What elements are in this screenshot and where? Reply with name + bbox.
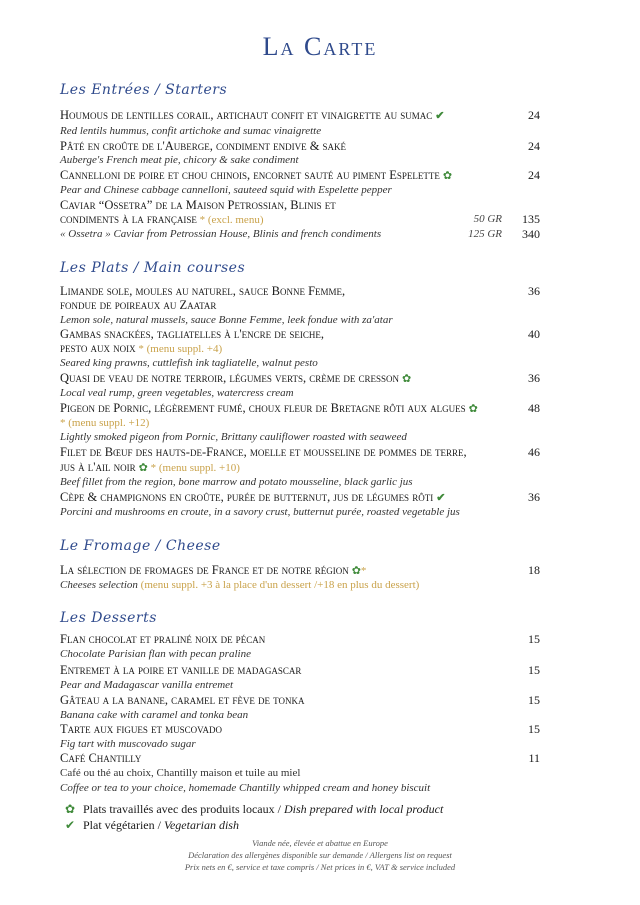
dish-description: Coffee or tea to your choice, homemade Chantilly whipped cream and honey biscuit bbox=[60, 782, 431, 794]
dish-description: Cheeses selection bbox=[60, 579, 138, 591]
dish-price: 36 bbox=[528, 284, 540, 298]
dish-description: Lemon sole, natural mussels, sauce Bonne Femme, leek fondue with za'atar bbox=[60, 314, 393, 326]
dish-price: 24 bbox=[528, 139, 540, 153]
section-heading-main-courses: Les Plats / Main courses bbox=[60, 260, 246, 276]
menu-item bbox=[60, 108, 590, 123]
legend-label-en: Vegetarian dish bbox=[163, 818, 239, 832]
menu-item bbox=[60, 578, 590, 592]
dish-weight: 50 GR bbox=[473, 213, 502, 225]
vegetarian-icon: ✔ bbox=[64, 818, 76, 832]
menu-item bbox=[60, 198, 590, 213]
menu-item bbox=[60, 298, 590, 313]
dish-price: 36 bbox=[528, 371, 540, 385]
menu-item bbox=[60, 445, 590, 460]
dish-name-cont: fondue de poireaux au Zaatar bbox=[60, 298, 217, 312]
legend-label: Plats travaillés avec des produits locaux / bbox=[83, 802, 281, 816]
dish-price: 340 bbox=[522, 227, 540, 241]
menu-note: * (excl. menu) bbox=[199, 214, 264, 226]
dish-name: Quasi de veau de notre terroir, légumes verts, crème de cresson bbox=[60, 371, 399, 385]
local-product-icon: ✿ bbox=[402, 373, 412, 385]
dish-weight: 125 GR bbox=[468, 228, 502, 240]
menu-item bbox=[60, 460, 590, 475]
dish-price: 135 bbox=[522, 212, 540, 226]
menu-note: * (menu suppl. +12) bbox=[60, 417, 150, 429]
dish-name: Houmous de lentilles corail, artichaut confit et vinaigrette au sumac bbox=[60, 108, 433, 122]
menu-item bbox=[60, 663, 590, 678]
legend-vegetarian bbox=[60, 818, 239, 833]
dish-price: 15 bbox=[528, 632, 540, 646]
dish-description: Pear and Madagascar vanilla entremet bbox=[60, 679, 234, 691]
vegetarian-icon: ✔ bbox=[436, 492, 446, 504]
dish-price: 46 bbox=[528, 445, 540, 459]
dish-description: « Ossetra » Caviar from Petrossian House, Blinis and french condiments bbox=[60, 228, 382, 240]
local-product-icon: ✿ bbox=[64, 802, 76, 816]
legend-label-en: Dish prepared with local product bbox=[283, 802, 444, 816]
footer-prices: Prix nets en €, service et taxe compris / Net prices in €, VAT & service included bbox=[184, 862, 456, 872]
local-product-icon: ✿ bbox=[351, 565, 361, 577]
dish-name: Tarte aux figues et muscovado bbox=[60, 722, 222, 736]
dish-description-fr: Café ou thé au choix, Chantilly maison et tuile au miel bbox=[60, 767, 301, 779]
menu-note: * (menu suppl. +10) bbox=[150, 462, 240, 474]
dish-name: Filet de Bœuf des hauts-de-France, moelle et mousseline de pommes de terre, bbox=[60, 445, 467, 459]
menu-item bbox=[60, 341, 590, 356]
section-heading-cheese: Le Fromage / Cheese bbox=[60, 538, 221, 554]
menu-item bbox=[60, 722, 590, 737]
dish-description: Fig tart with muscovado sugar bbox=[60, 738, 196, 750]
dish-description: Pear and Chinese cabbage cannelloni, sauteed squid with Espelette pepper bbox=[60, 184, 392, 196]
section-heading-starters: Les Entrées / Starters bbox=[60, 82, 228, 98]
menu-note: * (menu suppl. +4) bbox=[138, 343, 223, 355]
menu-item bbox=[60, 751, 590, 766]
menu-item bbox=[60, 168, 590, 183]
dish-name: Limande sole, moules au naturel, sauce Bonne Femme, bbox=[60, 284, 346, 298]
menu-title: La Carte bbox=[262, 32, 378, 61]
dish-price: 18 bbox=[528, 563, 540, 577]
dish-price: 24 bbox=[528, 108, 540, 122]
vegetarian-icon: ✔ bbox=[435, 110, 445, 122]
dish-description: Banana cake with caramel and tonka bean bbox=[60, 709, 249, 721]
menu-item bbox=[60, 693, 590, 708]
dish-name: Cannelloni de poire et chou chinois, encornet sauté au piment Espelette bbox=[60, 168, 440, 182]
dish-name-cont: jus à l'ail noir bbox=[60, 460, 136, 474]
dish-name-cont: pesto aux noix bbox=[60, 341, 136, 355]
local-product-icon: ✿ bbox=[468, 403, 478, 415]
footer-origin: Viande née, élevée et abattue en Europe bbox=[252, 838, 388, 848]
dish-price: 15 bbox=[528, 663, 540, 677]
menu-item bbox=[60, 490, 590, 505]
dish-price: 15 bbox=[528, 722, 540, 736]
legend-label: Plat végétarien / bbox=[83, 818, 161, 832]
dish-price: 24 bbox=[528, 168, 540, 182]
menu-item bbox=[60, 632, 590, 647]
dish-name: Pâté en croûte de l'Auberge, condiment endive & saké bbox=[60, 139, 347, 153]
dish-name: Gambas snackées, tagliatelles à l'encre de seiche, bbox=[60, 327, 325, 341]
menu-item bbox=[60, 284, 590, 299]
dish-description: Beef fillet from the region, bone marrow and potato mousseline, black garlic jus bbox=[60, 476, 413, 488]
dish-price: 36 bbox=[528, 490, 540, 504]
menu-item bbox=[60, 371, 590, 386]
dish-name: Entremet à la poire et vanille de madagascar bbox=[60, 663, 302, 677]
dish-price: 15 bbox=[528, 693, 540, 707]
dish-description: Chocolate Parisian flan with pecan praline bbox=[60, 648, 251, 660]
dish-name: Caviar “Ossetra” de la Maison Petrossian, Blinis et bbox=[60, 198, 336, 212]
dish-description: Seared king prawns, cuttlefish ink tagliatelle, walnut pesto bbox=[60, 357, 318, 369]
menu-note: (menu suppl. +3 à la place d'un dessert /+18 en plus du dessert) bbox=[140, 579, 420, 591]
menu-item bbox=[60, 401, 590, 416]
dish-description: Porcini and mushrooms en croute, in a savory crust, butternut purée, roasted vegetable jus bbox=[60, 506, 460, 518]
dish-description: Lightly smoked pigeon from Pornic, Brittany cauliflower roasted with seaweed bbox=[60, 431, 407, 443]
menu-item bbox=[60, 139, 590, 154]
menu-note-star: * bbox=[360, 565, 367, 577]
section-heading-desserts: Les Desserts bbox=[60, 610, 157, 626]
dish-price: 11 bbox=[528, 751, 540, 765]
menu-item bbox=[60, 563, 590, 578]
menu-item bbox=[60, 327, 590, 342]
dish-description: Red lentils hummus, confit artichoke and sumac vinaigrette bbox=[60, 125, 322, 137]
menu-item bbox=[60, 416, 590, 430]
footer-allergens: Déclaration des allergènes disponible sur demande / Allergens list on request bbox=[188, 850, 452, 860]
dish-name: Café Chantilly bbox=[60, 751, 142, 765]
dish-name: Pigeon de Pornic, légèrement fumé, choux fleur de Bretagne rôti aux algues bbox=[60, 401, 466, 415]
dish-name: Flan chocolat et praliné noix de pécan bbox=[60, 632, 266, 646]
dish-description: Auberge's French meat pie, chicory & sake condiment bbox=[60, 154, 299, 166]
dish-description: Local veal rump, green vegetables, watercress cream bbox=[60, 387, 294, 399]
legend-local bbox=[60, 802, 443, 817]
local-product-icon: ✿ bbox=[138, 462, 148, 474]
local-product-icon: ✿ bbox=[442, 170, 453, 182]
dish-name: La sélection de fromages de France et de notre région bbox=[60, 563, 349, 577]
dish-price: 48 bbox=[528, 401, 540, 415]
dish-name: Gâteau a la banane, caramel et fève de tonka bbox=[60, 693, 305, 707]
dish-price: 40 bbox=[528, 327, 540, 341]
menu-item bbox=[60, 212, 590, 227]
dish-name: Cèpe & champignons en croûte, purée de butternut, jus de légumes rôti bbox=[60, 490, 434, 504]
dish-name-cont: condiments à la française bbox=[60, 212, 197, 226]
menu-item bbox=[60, 227, 590, 241]
